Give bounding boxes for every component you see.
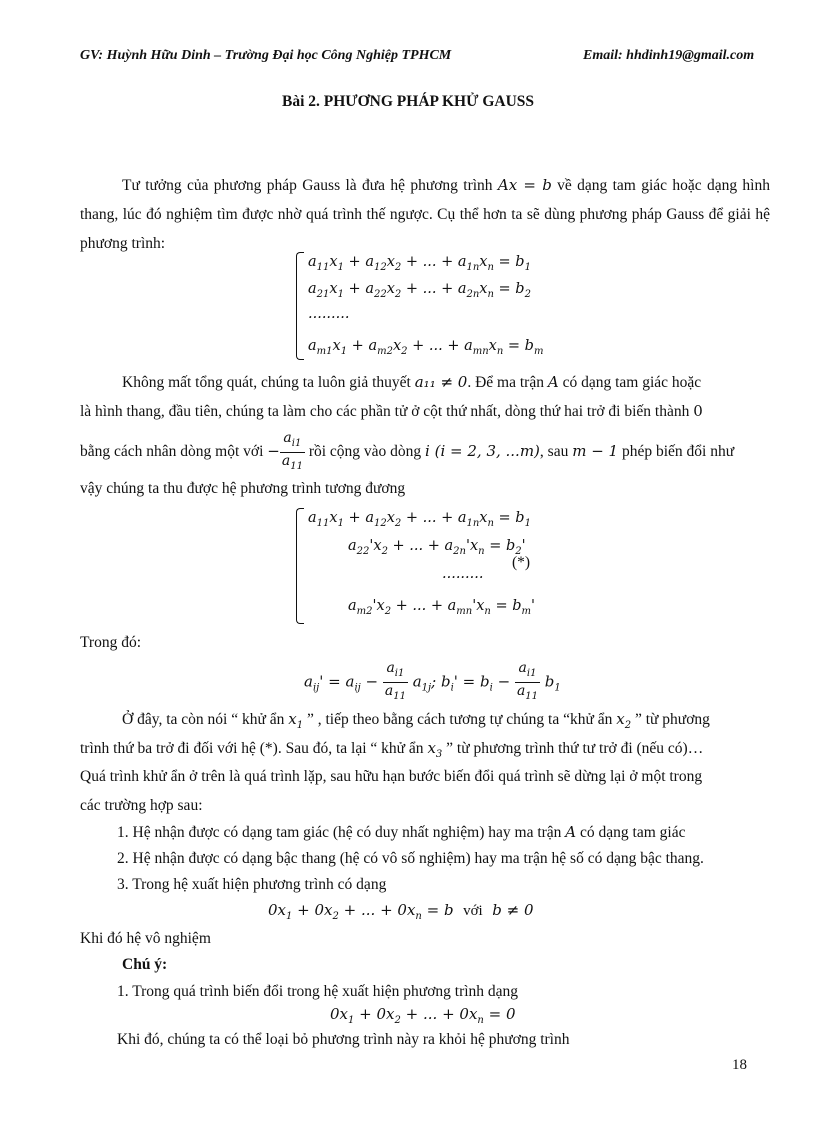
linear-system [296, 250, 556, 365]
para2-text-4: bằng cách nhân dòng một với [80, 442, 268, 460]
equivalent-system [296, 506, 556, 626]
star-label: (*) [512, 554, 531, 571]
eq-system-row-2: $a_{22}'x_2$ + ... + $a_{2n}'x_n = b_2'$ [348, 538, 526, 557]
eq-system-row-dots: ......... [442, 566, 484, 582]
vo-nghiem: Khi đó hệ vô nghiệm [80, 930, 211, 947]
a11-nonzero: a₁₁ ≠ 0 [414, 373, 468, 391]
system-brace-2 [296, 508, 304, 624]
case-1-text-a: 1. Hệ nhận được có dạng tam giác (hệ có duy nhất nghiệm) hay ma trận [117, 824, 566, 841]
note-1: 1. Trong quá trình biến đổi trong hệ xuất hiện phương trình dạng [117, 983, 519, 1000]
para2-line-4: vậy chúng ta thu được hệ phương trình tương đương [80, 480, 406, 497]
intro-text-1: Tư tưởng của phương pháp Gauss là đưa hệ phương trình [122, 177, 498, 194]
para2-text-5: rồi cộng vào dòng [304, 442, 426, 460]
matrix-A-2: A [565, 823, 577, 841]
para2-line-1: Không mất tổng quát, chúng ta luôn giả thuyết a₁₁ ≠ 0. Để ma trận A có dạng tam giác hoặc [122, 373, 702, 391]
para2-line-3: bằng cách nhân dòng một với − $\frac{a_{i1}}{a_{11}}$ rồi cộng vào dòng i (i = 2, 3, ...m), sau m − 1 phép biến đổi như [80, 430, 734, 475]
system-row-2: $a_{21}x_1 + a_{22}x_2$ + ... + $a_{2n}x_n = b_2$ [308, 281, 531, 300]
update-formula: $a_{ij}' = a_{ij}$ − $\frac{a_{i1}}{a_{11}}$ $a_{1j}$; $b_i' = b_i$ − $\frac{a_{i1}}{a_{11}}$ $b_1$ [304, 660, 561, 702]
fraction-ai1-a11: $\frac{a_{i1}}{a_{11}}$ [281, 430, 303, 472]
note-heading: Chú ý: [122, 956, 168, 973]
zero-equation: $0x_1 + 0x_2$ + ... + $0x_n = 0$ [330, 1005, 516, 1026]
intro-text-2: về dạng tam giác hoặc dạng hình thang, lúc đó nghiệm tìm được nhờ quá trình thế ngược. Cụ thể hơn ta sẽ dùng phương pháp Gauss để giải hệ phương trình: [80, 177, 770, 252]
trong-do: Trong đó: [80, 634, 142, 651]
header-left: GV: Huỳnh Hữu Dinh – Trường Đại học Công Nghiệp TPHCM [80, 48, 452, 63]
header-right: Email: hhdinh19@gmail.com [583, 48, 755, 63]
row-index-range: i (i = 2, 3, ...m) [425, 441, 540, 460]
para2-text-6: , sau [539, 442, 573, 460]
para3-line-1: Ở đây, ta còn nói “ khử ẩn $x_1$ ” , tiếp theo bằng cách tương tự chúng ta “khử ẩn $x_2$ ” từ phương [122, 710, 710, 731]
case-3: 3. Trong hệ xuất hiện phương trình có dạng [117, 876, 387, 893]
para2-text-7: phép biến đổi như [618, 442, 735, 460]
para2-line-2: là hình thang, đầu tiên, chúng ta làm cho các phần tử ở cột thứ nhất, dòng thứ hai trở đi biến thành 0 [80, 402, 703, 420]
m-minus-1: m − 1 [572, 441, 619, 460]
para3-line-2: trình thứ ba trở đi đối với hệ (*). Sau đó, ta lại “ khử ẩn $x_3$ ” từ phương trình thứ tư trở đi (nếu có)… [80, 739, 704, 760]
page-number: 18 [732, 1057, 747, 1073]
eq-system-row-1: $a_{11}x_1 + a_{12}x_2$ + ... + $a_{1n}x_n = b_1$ [308, 510, 531, 529]
system-row-1: $a_{11}x_1 + a_{12}x_2$ + ... + $a_{1n}x_n = b_1$ [308, 254, 531, 273]
para3-line-3: Quá trình khử ẩn ở trên là quá trình lặp, sau hữu hạn bước biến đổi quá trình sẽ dừng lại ở một trong [80, 768, 703, 785]
note-end: Khi đó, chúng ta có thể loại bỏ phương trình này ra khỏi hệ phương trình [117, 1031, 570, 1048]
case-2: 2. Hệ nhận được có dạng bậc thang (hệ có vô số nghiệm) hay ma trận hệ số có dạng bậc thang. [117, 850, 704, 867]
para3-text-2: ” , tiếp theo bằng cách tương tự chúng ta “khử ẩn [303, 711, 617, 728]
inconsistent-equation: $0x_1 + 0x_2$ + ... + $0x_n = b$ với b ≠ 0 [268, 901, 534, 922]
para3-line-4: các trường hợp sau: [80, 797, 203, 814]
voi-word: với [463, 903, 483, 919]
case-1-text-b: có dạng tam giác [576, 824, 686, 841]
para2-text-2: . Để ma trận [467, 374, 548, 391]
eq-system-row-m: $a_{m2}'x_2$ + ... + $a_{mn}'x_n = b_m'$ [348, 598, 535, 617]
intro-paragraph [80, 171, 770, 258]
section-title: Bài 2. PHƯƠNG PHÁP KHỬ GAUSS [281, 93, 535, 110]
system-brace [296, 252, 304, 360]
intro-equation: Ax = b [497, 176, 552, 194]
system-row-dots: ......... [308, 306, 350, 322]
para2-text-1: Không mất tổng quát, chúng ta luôn giả thuyết [122, 374, 415, 391]
system-row-m: $a_{m1}x_1 + a_{m2}x_2$ + ... + $a_{mn}x_n = b_m$ [308, 338, 544, 357]
zero-value: 0 [693, 402, 703, 420]
matrix-A: A [547, 373, 559, 391]
case-1 [117, 823, 685, 842]
para3-text-1: Ở đây, ta còn nói “ khử ẩn [122, 711, 289, 728]
